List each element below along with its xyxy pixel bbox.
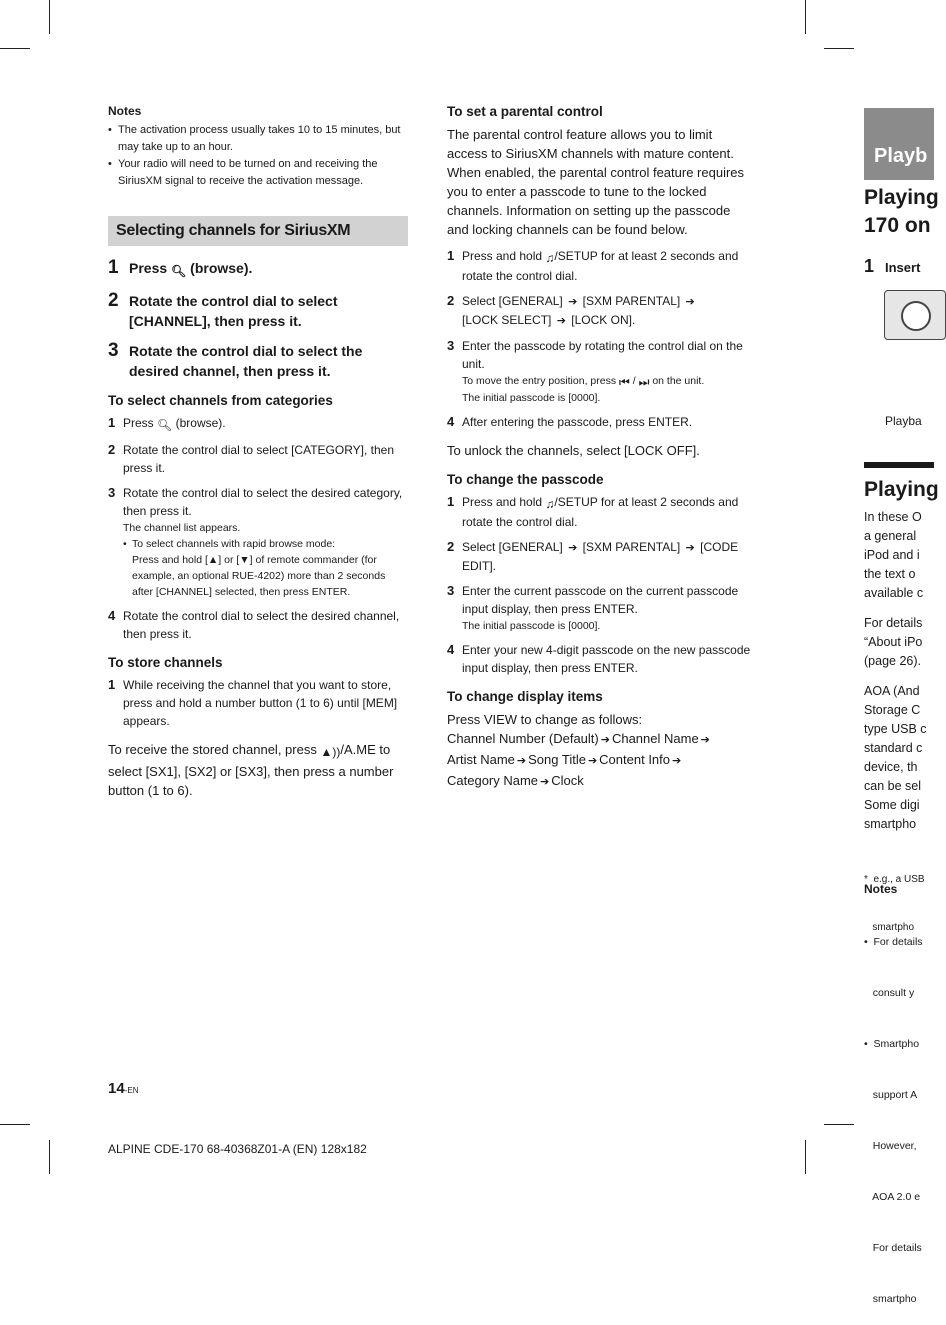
- step: [447, 413, 752, 431]
- arrow-right-icon: ➔: [540, 776, 550, 788]
- step: 3 Enter the current passcode on the current passcode input display, then press ENTER. The initial passcode is [0000].: [447, 582, 752, 634]
- step-text: Enter your new 4-digit passcode on the new passcode input display, then press ENTER.: [462, 643, 751, 675]
- step: [108, 484, 408, 600]
- dial-icon: [901, 301, 931, 331]
- step-text: Rotate the control dial to select the desired category, then press it.: [123, 486, 403, 518]
- step-text: (browse).: [190, 260, 253, 276]
- step: [108, 676, 408, 730]
- right-text: AOA (And Storage C type USB c standard c device, th can be sel Some digi smartpho: [864, 684, 927, 831]
- display-items-heading: To change display items: [447, 689, 603, 704]
- parental-intro: The parental control feature allows you to limit access to SiriusXM channels with mature content. When enabled, the parental control feature requires you to enter a passcode to tune to the locked channels. Information on setting up the passcode and locking channels can be found below.: [447, 127, 745, 237]
- crop-mark: [824, 48, 854, 49]
- section-title: Selecting channels for SiriusXM: [108, 216, 408, 246]
- right-title: Playing: [864, 186, 939, 209]
- step: [447, 641, 752, 677]
- arrow-right-icon: ➔: [568, 542, 578, 554]
- music-note-icon: ♫: [545, 251, 555, 265]
- notes-title: Notes: [108, 104, 142, 118]
- store-steps: [108, 676, 408, 730]
- search-icon: 🔍︎: [171, 264, 187, 278]
- step-number: 3: [447, 583, 455, 598]
- page-number: 14-EN: [108, 1080, 139, 1097]
- step-number: 2: [447, 539, 455, 554]
- right-title: 170 on: [864, 214, 931, 237]
- step: 2 Select [GENERAL] ➔ [SXM PARENTAL] ➔ [CODE EDIT].: [447, 539, 739, 573]
- search-icon: 🔍︎: [157, 418, 173, 432]
- step-subtext: To move the entry position, press ⏮︎ / ⏭︎ on the unit.: [462, 375, 705, 389]
- bullet-text: To select channels with rapid browse mode:: [132, 538, 336, 550]
- parental-steps: [447, 247, 752, 431]
- step: 2 Select [GENERAL] ➔ [SXM PARENTAL] ➔ [LOCK SELECT] ➔ [LOCK ON].: [447, 292, 752, 330]
- step-subtext: The initial passcode is [0000].: [462, 620, 601, 632]
- step-number: 1: [447, 248, 455, 263]
- step: 1 Press and hold ♫/SETUP for at least 2 seconds and rotate the control dial.: [447, 494, 739, 529]
- bullet-text: Press and hold [▲] or [▼] of remote commander (for example, an optional RUE-4202) more than 2 seconds after [CHANNEL] selected, then press ENTER.: [132, 554, 386, 598]
- step-text: Rotate the control dial to select [CATEGORY], then press it.: [123, 443, 395, 475]
- section-rule: [864, 462, 934, 468]
- main-steps: [108, 258, 408, 381]
- right-notes-title: Notes: [864, 882, 898, 896]
- step-number: 3: [108, 485, 116, 500]
- crop-mark: [0, 48, 30, 49]
- device-illustration: [884, 290, 946, 340]
- unlock-paragraph: To unlock the channels, select [LOCK OFF].: [447, 443, 700, 458]
- right-footnote: * e.g., a USB smartpho: [864, 874, 925, 933]
- crop-mark: [0, 1124, 30, 1125]
- note-item: • Your radio will need to be turned on and receiving the SiriusXM signal to receive the activation message.: [108, 156, 408, 190]
- step-number: 1: [108, 257, 119, 278]
- band-icon: ▲)): [320, 745, 341, 759]
- arrow-right-icon: ➔: [568, 296, 578, 308]
- right-title: Playing: [864, 478, 939, 501]
- step-number: 1: [108, 677, 116, 692]
- arrow-right-icon: ➔: [556, 315, 566, 327]
- middle-column: [447, 104, 752, 792]
- main-step: [108, 258, 408, 281]
- categories-steps: [108, 414, 408, 643]
- step-text: (browse).: [175, 416, 226, 430]
- notes-list: [108, 122, 408, 190]
- store-heading: To store channels: [108, 655, 223, 670]
- step-number: 4: [108, 608, 116, 623]
- display-items-paragraph: Press VIEW to change as follows: Channel Number (Default) ➔ Channel Name ➔ Artist Name ➔ Song Title ➔ Content Info ➔ Category Name ➔ Clock: [447, 710, 752, 792]
- crop-mark: [805, 1140, 806, 1174]
- arrow-right-icon: ➔: [685, 296, 695, 308]
- step-text: Rotate the control dial to select the desired channel, then press it.: [123, 609, 400, 641]
- arrow-right-icon: ➔: [600, 734, 610, 746]
- step-number: 2: [108, 442, 116, 457]
- step: [108, 607, 408, 643]
- step-text: While receiving the channel that you want to store, press and hold a number button (1 to 6) until [MEM] appears.: [123, 678, 398, 728]
- chapter-tab: Playb: [864, 108, 934, 180]
- step-bullet: [123, 536, 408, 600]
- step: [108, 441, 408, 477]
- step-number: 4: [447, 414, 455, 429]
- step-number: 1: [447, 494, 455, 509]
- arrow-right-icon: ➔: [587, 755, 598, 767]
- crop-mark: [824, 1124, 854, 1125]
- crop-mark: [49, 1140, 50, 1174]
- crop-mark: [805, 0, 806, 34]
- step-subtext: The channel list appears.: [123, 522, 241, 534]
- step: 1 Press and hold ♫/SETUP for at least 2 seconds and rotate the control dial.: [447, 248, 739, 283]
- step-text: Rotate the control dial to select [CHANNEL], then press it.: [129, 293, 338, 329]
- step: [108, 414, 408, 434]
- step: 3 Enter the passcode by rotating the control dial on the unit. To move the entry position, press ⏮︎ / ⏭︎ on the unit. The initial passcode is [0000].: [447, 337, 752, 406]
- arrow-right-icon: ➔: [685, 542, 695, 554]
- previous-track-icon: ⏮︎: [619, 375, 630, 389]
- main-step: [108, 341, 408, 381]
- left-column: [108, 104, 408, 800]
- step-number: 1: [108, 415, 116, 430]
- step-text: Rotate the control dial to select the desired channel, then press it.: [129, 343, 363, 379]
- arrow-right-icon: ➔: [516, 755, 527, 767]
- next-track-icon: ⏭︎: [638, 375, 650, 389]
- music-note-icon: ♫: [545, 497, 555, 511]
- step-text: Press: [123, 416, 154, 430]
- change-passcode-heading: To change the passcode: [447, 472, 604, 487]
- step-number: 4: [447, 642, 455, 657]
- arrow-right-icon: ➔: [672, 755, 682, 767]
- note-item: • The activation process usually takes 10 to 15 minutes, but may take up to an hour.: [108, 122, 408, 156]
- step-text: Insert: [885, 260, 921, 275]
- step-text: After entering the passcode, press ENTER.: [462, 415, 693, 429]
- right-notes: • For details consult y • Smartpho support A However, AOA 2.0 e For details smartpho: [864, 936, 923, 1305]
- right-text: For details “About iPo (page 26).: [864, 616, 923, 668]
- right-text: In these O a general iPod and i the text o available c: [864, 510, 924, 600]
- step-subtext: The initial passcode is [0000].: [462, 392, 601, 404]
- parental-heading: To set a parental control: [447, 104, 603, 119]
- recall-paragraph: To receive the stored channel, press ▲))/A.ME to select [SX1], [SX2] or [SX3], then press a number button (1 to 6).: [108, 742, 394, 798]
- step-number: 2: [447, 293, 455, 308]
- caption: Playba: [885, 414, 922, 428]
- change-passcode-steps: [447, 493, 752, 677]
- arrow-right-icon: ➔: [700, 734, 710, 746]
- step-number: 2: [108, 290, 119, 311]
- categories-heading: To select channels from categories: [108, 393, 333, 408]
- print-footer: ALPINE CDE-170 68-40368Z01-A (EN) 128x182: [108, 1142, 367, 1156]
- step-number: 3: [108, 340, 119, 361]
- step-number: 3: [447, 338, 455, 353]
- crop-mark: [49, 0, 50, 34]
- step-number: 1: [864, 256, 875, 276]
- main-step: [108, 291, 408, 331]
- step-text: Press: [129, 260, 168, 276]
